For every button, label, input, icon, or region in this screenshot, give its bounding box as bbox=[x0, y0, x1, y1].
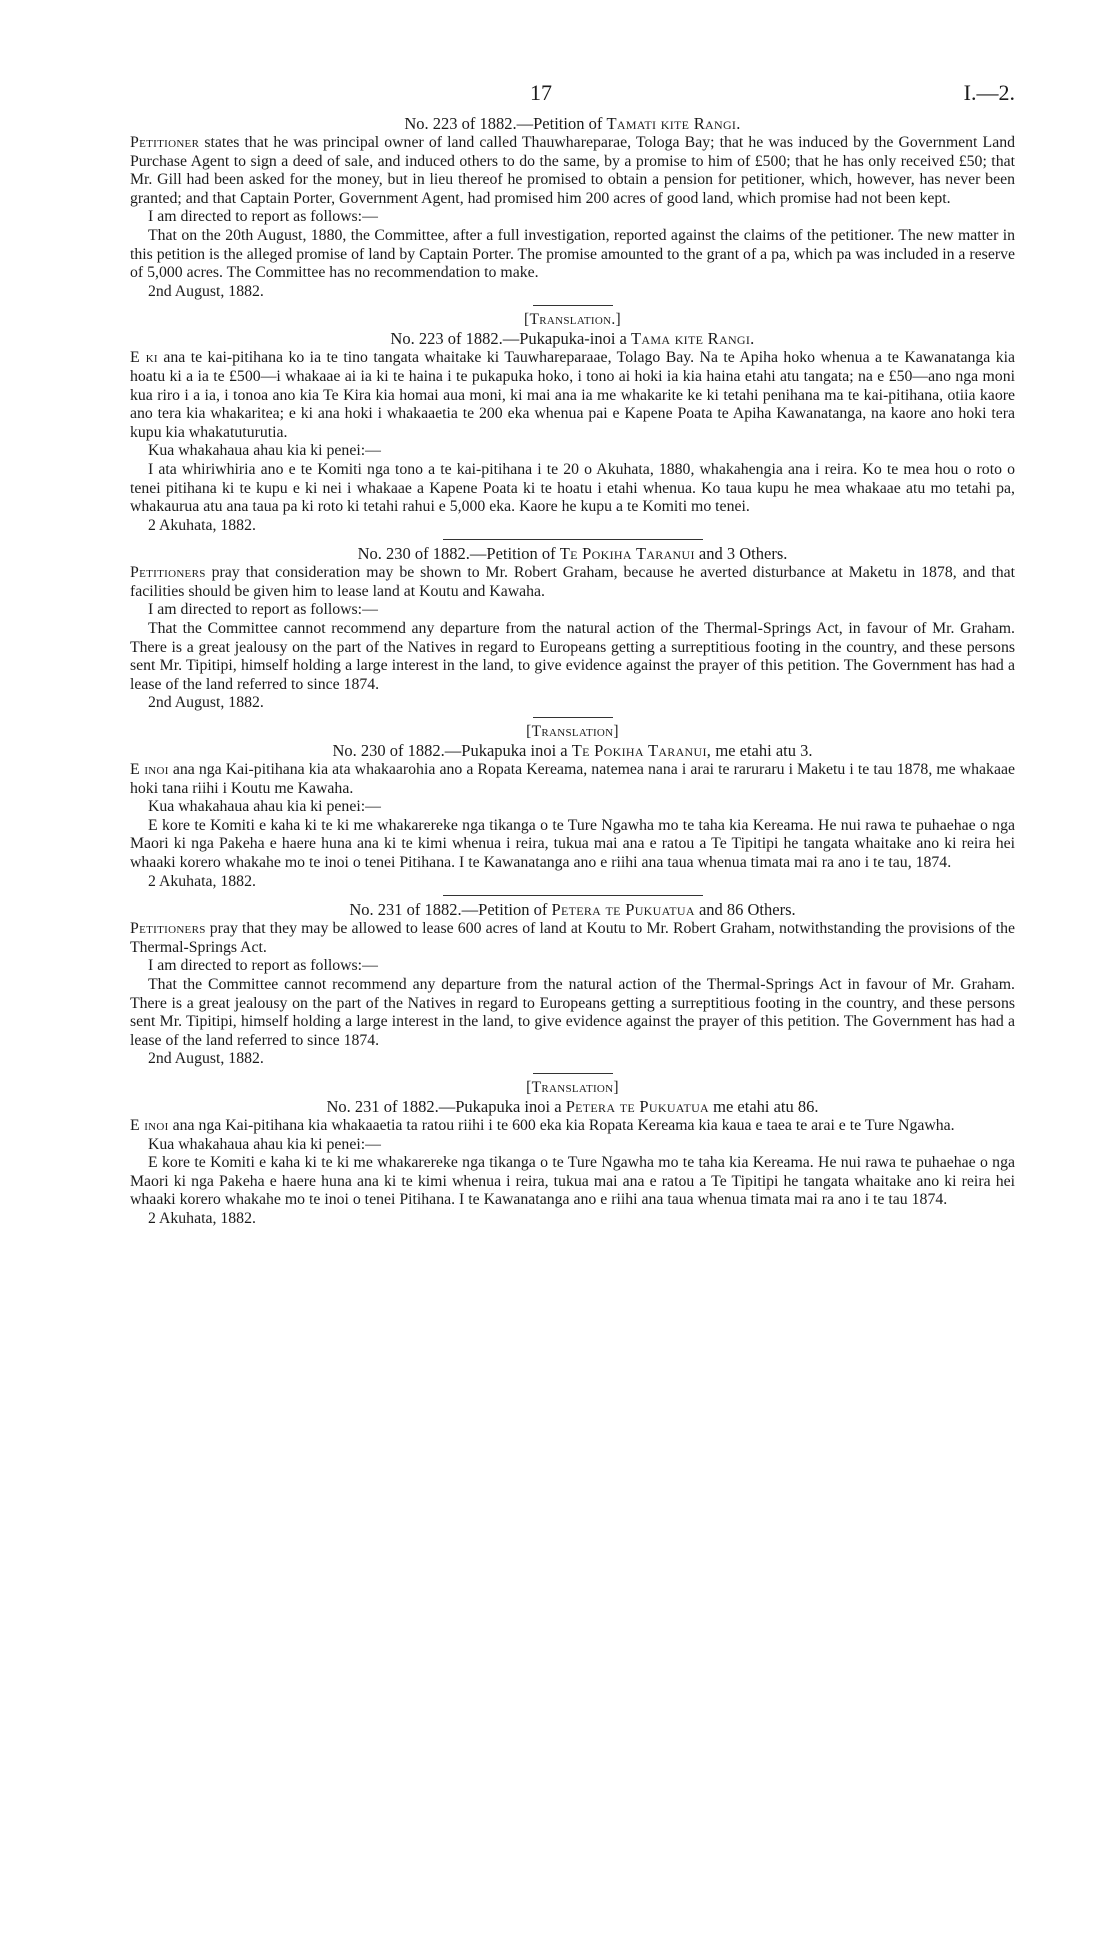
petition-231-translation bbox=[130, 1078, 1015, 1229]
report-date: 2nd August, 1882. bbox=[148, 282, 264, 300]
report-date: 2 Akuhata, 1882. bbox=[148, 872, 256, 890]
committee-report: That the Committee cannot recommend any departure from the natural action of the Thermal-Springs Act, in favour of Mr. Graham. There is a great jealousy on the part of the Natives in regard to Europeans getting a surreptitious footing in the country, and these persons sent Mr. Tipitipi, himself holding a large interest in the land, to give evidence against the prayer of this petition. The Government has had a lease of the land referred to since 1874. bbox=[130, 620, 1015, 693]
committee-report: That the Committee cannot recommend any departure from the natural action of the Thermal-Springs Act in favour of Mr. Graham. There is a great jealousy on the part of the Natives in regard to Europeans getting a surreptitious footing in the country, and these persons sent Mr. Tipitipi, himself holding a large interest in the land, to give evidence against the prayer of this petition. The Government has had a lease of the land referred to since 1874. bbox=[130, 975, 1015, 1049]
directed-line: I am directed to report as follows:— bbox=[148, 957, 378, 975]
paper-reference: I.—2. bbox=[963, 80, 1015, 105]
petition-summary: Petitioners pray that consideration may be shown to Mr. Robert Graham, because he averted disturbance at Maketu in 1878, and that facilities should be given him to lease land at Koutu and Kawaha. bbox=[130, 564, 1016, 600]
committee-report: That on the 20th August, 1880, the Committee, after a full investigation, reported against the claims of the petitioner. The new matter in this petition is the alleged promise of land by Captain Porter. The promise amounted to the grant of a pa, which pa was included in a reserve of 5,000 acres. The Committee has no recommendation to make. bbox=[130, 226, 1015, 282]
document-page bbox=[130, 80, 1015, 1229]
report-date: 2 Akuhata, 1882. bbox=[148, 1209, 256, 1227]
translation-label: [Translation] bbox=[526, 1078, 619, 1096]
section-title: No. 223 of 1882.—Petition of Tamati kite Rangi. bbox=[404, 114, 741, 133]
petition-223-english bbox=[130, 114, 1015, 301]
section-title: No. 231 of 1882.—Pukapuka inoi a Petera te Pukuatua me etahi atu 86. bbox=[326, 1096, 819, 1116]
directed-line: Kua whakahaua ahau kia ki penei:— bbox=[148, 798, 381, 816]
petition-summary: E inoi ana nga Kai-pitihana kia ata whakaarohia ano a Ropata Kereama, natemea nana i arai te raruraru i Maketu i te tau 1878, me whakaae hoki tana riihi i Koutu me Kawaha. bbox=[130, 761, 1015, 797]
directed-line: I am directed to report as follows:— bbox=[148, 208, 378, 226]
page-number: 17 bbox=[530, 80, 552, 105]
section-title: No. 231 of 1882.—Petition of Petera te Pukuatua and 86 Others. bbox=[349, 900, 796, 920]
page-header bbox=[130, 80, 1015, 114]
report-date: 2nd August, 1882. bbox=[148, 1050, 264, 1068]
petition-summary: Petitioners pray that they may be allowed to lease 600 acres of land at Koutu to Mr. Robert Graham, notwithstanding the provisions of the Thermal-Springs Act. bbox=[130, 920, 1015, 956]
report-date: 2 Akuhata, 1882. bbox=[148, 516, 256, 534]
petition-230-translation bbox=[130, 722, 1015, 891]
petition-summary: Petitioner states that he was principal owner of land called Thauwhareparae, Tologa Bay; that he was induced by the Government Land Purchase Agent to sign a deed of sale, and induced others to do the same, by a promise to him of £500; that he has only received £50; that Mr. Gill had been asked for the money, but in lieu thereof he promised to obtain a pension for petitioner, which, however, has never been granted; and that Captain Porter, Government Agent, had promised him 200 acres of good land, which promise had not been kept. bbox=[130, 134, 1016, 207]
long-divider bbox=[443, 539, 703, 540]
petition-230-english bbox=[130, 544, 1015, 713]
translation-label: [Translation] bbox=[526, 723, 619, 741]
petition-summary: E inoi ana nga Kai-pitihana kia whakaaetia ta ratou riihi i te 600 eka kia Ropata Kereama kia kaua e taea te arai e te Ture Ngawha. bbox=[130, 1116, 955, 1134]
short-divider bbox=[533, 1073, 613, 1074]
section-title: No. 230 of 1882.—Petition of Te Pokiha Taranui and 3 Others. bbox=[357, 544, 788, 564]
section-title: No. 223 of 1882.—Pukapuka-inoi a Tama kite Rangi. bbox=[390, 329, 755, 349]
section-title: No. 230 of 1882.—Pukapuka inoi a Te Pokiha Taranui, me etahi atu 3. bbox=[332, 741, 813, 761]
directed-line: Kua whakahaua ahau kia ki penei:— bbox=[148, 1135, 381, 1153]
committee-report: E kore te Komiti e kaha ki te ki me whakarereke nga tikanga o te Ture Ngawha mo te taha kia Kereama. He nui rawa te puhaehae o nga Maori ki nga Pakeha e haere huna ana ki te kimi whenua i reira, tukua mai ana e ratou a Te Tipitipi he tangata whaitake ano ki reira hei whaaki korero whakahe mo te inoi o tenei Pitihana. I te Kawanatanga ano e riihi ana taua whenua timata mai ra ano i te tau 1874. bbox=[130, 1154, 1015, 1209]
directed-line: Kua whakahaua ahau kia ki penei:— bbox=[148, 442, 381, 460]
report-date: 2nd August, 1882. bbox=[148, 694, 264, 712]
petition-223-translation bbox=[130, 310, 1015, 535]
petition-summary: E ki ana te kai-pitihana ko ia te tino tangata whaitake ki Tauwhareparaae, Tolago Bay. Na te Apiha hoko whenua a te Kawanatanga kia hoatu ki a ia te £500—i whakaae ai ia ki te haina i te pukapuka hoko, i tono ai hoki ia kia haina etahi atu tangata; na e £50—ano nga moni kua riro i a ia, i tonoa ano kia Te Kira kia homai aua moni, ki mai ana ia me whakarite ke ki tetahi penihana ma te kai-pitihana, otiia kaore ano tera kia whakaritea; e ki ana hoki i whakaaetia te 200 eka whenua pai e Kapene Poata te Apiha Kawanatanga, na kaore ano hoki tera kupu kia whakatuturutia. bbox=[130, 349, 1016, 441]
short-divider bbox=[533, 717, 613, 718]
directed-line: I am directed to report as follows:— bbox=[148, 601, 378, 619]
committee-report: E kore te Komiti e kaha ki te ki me whakarereke nga tikanga o te Ture Ngawha mo te taha kia Kereama. He nui rawa te puhaehae o nga Maori ki nga Pakeha e haere huna ana ki te kimi whenua i reira, tukua mai ana e ratou a Te Tipitipi he tangata whaitake ano ki reira hei whaaki korero whakahe mo te inoi o tenei Pitihana. I te Kawanatanga ano e riihi ana taua whenua timata mai ra ano i te tau, 1874. bbox=[130, 816, 1015, 871]
translation-label: [Translation.] bbox=[524, 311, 621, 329]
short-divider bbox=[533, 305, 613, 306]
long-divider bbox=[443, 895, 703, 896]
petition-231-english bbox=[130, 900, 1015, 1069]
committee-report: I ata whiriwhiria ano e te Komiti nga tono a te kai-pitihana i te 20 o Akuhata, 1880, whakahengia ana i reira. Ko te mea hou o roto o tenei pitihana ki te kupu e ki nei i whakaae a Kapene Poata ki te hoatu i etahi whenua. Ko taua kupu he mea whakaae atu mo tetahi pa, whakaurua atu ana taua pa ki roto ki tetahi rahui e 5,000 eka. Kaore he kupu a te Komiti mo tenei. bbox=[130, 460, 1015, 516]
